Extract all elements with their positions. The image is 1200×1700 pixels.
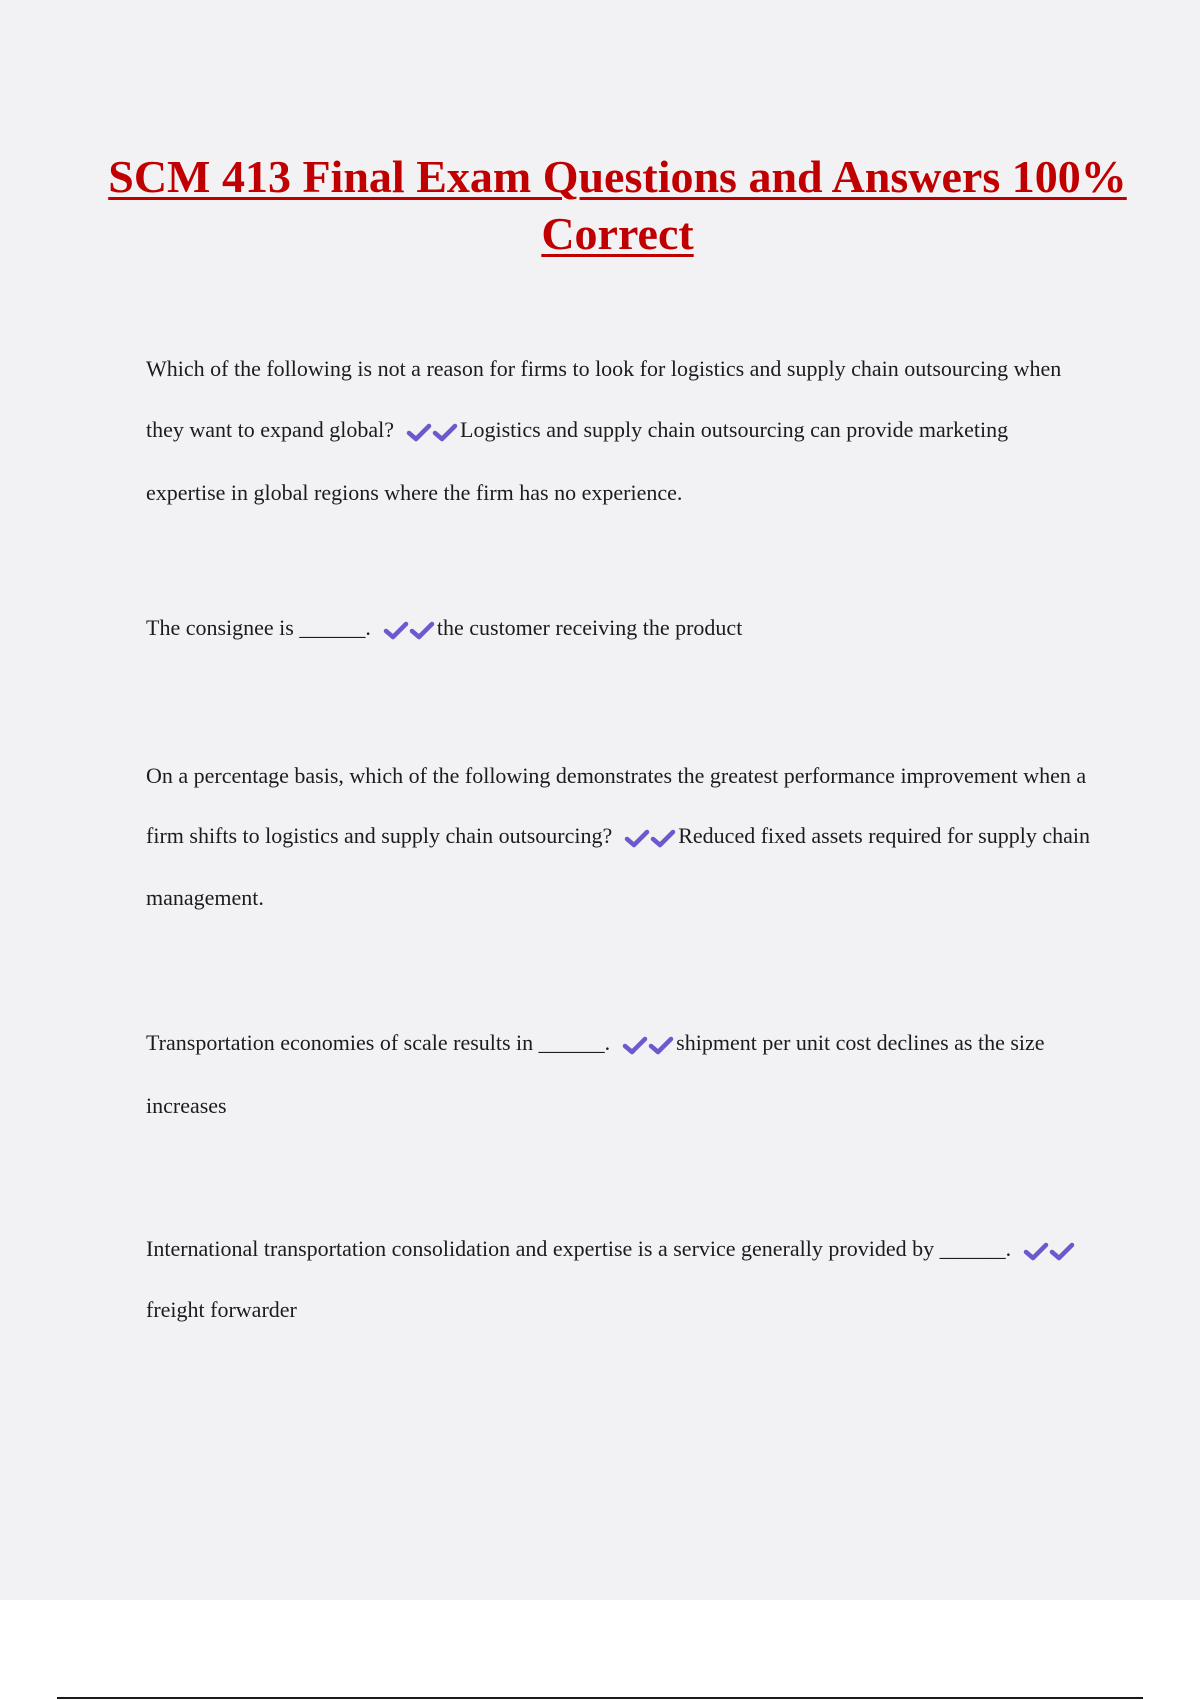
- footer-divider: [57, 1697, 1143, 1699]
- qa-item-1: [146, 338, 1091, 523]
- qa-item-4: [146, 1012, 1091, 1136]
- answer-checkmarks: [624, 806, 676, 866]
- answer-checkmarks: [622, 1012, 674, 1073]
- answer-checkmarks: [406, 399, 458, 460]
- check-icon: [406, 421, 432, 443]
- question-text: International transportation consolidation and expertise is a service generally provided by ______.: [146, 1236, 1012, 1261]
- question-text: The consignee is ______.: [146, 615, 371, 640]
- document-title: SCM 413 Final Exam Questions and Answers 100% Correct: [108, 151, 1127, 259]
- check-icon: [622, 1034, 648, 1056]
- check-icon: [432, 421, 458, 443]
- check-icon: [1049, 1240, 1075, 1262]
- question-text: On a percentage basis, which of the following demonstrates the greatest performance improvement when a firm shifts to logistics and supply chain outsourcing?: [146, 763, 1087, 848]
- answer-text: Reduced fixed assets required for supply chain management.: [146, 823, 1090, 910]
- question-text: Transportation economies of scale results in ______.: [146, 1030, 611, 1055]
- answer-text: freight forwarder: [146, 1297, 297, 1323]
- check-icon: [383, 619, 409, 641]
- check-icon: [648, 1034, 674, 1056]
- answer-text: Logistics and supply chain outsourcing can provide marketing expertise in global regions where the firm has no experience.: [146, 417, 1009, 506]
- question-text: Which of the following is not a reason for firms to look for logistics and supply chain outsourcing when they want to expand global?: [146, 356, 1062, 442]
- answer-checkmarks: [383, 597, 435, 658]
- qa-item-2: [146, 597, 1091, 660]
- answer-checkmarks: [1023, 1219, 1075, 1278]
- check-icon: [1023, 1240, 1049, 1262]
- check-icon: [624, 827, 650, 849]
- answer-text: shipment per unit cost declines as the size increases: [146, 1030, 1045, 1119]
- qa-item-5: [146, 1219, 1091, 1339]
- check-icon: [409, 619, 435, 641]
- answer-text: the customer receiving the product: [436, 615, 743, 640]
- qa-item-3: [146, 746, 1091, 928]
- check-icon: [650, 827, 676, 849]
